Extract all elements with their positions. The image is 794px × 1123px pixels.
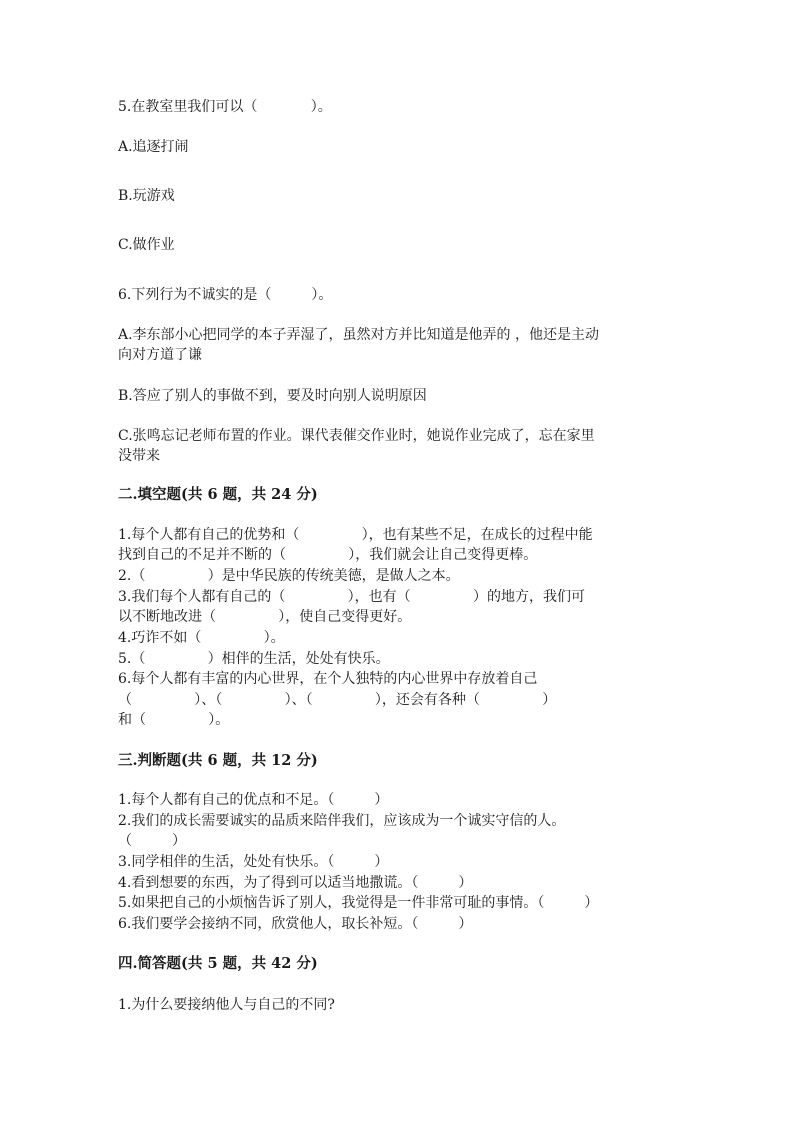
section2-line: 5.（ ）相伴的生活，处处有快乐。 xyxy=(118,651,390,667)
section2-line: 4.巧诈不如（ ）。 xyxy=(118,630,285,646)
q5-stem: 5.在教室里我们可以（ ）。 xyxy=(118,99,332,115)
q6-option-a-line2: 向对方道了谦 xyxy=(118,347,202,363)
section2-heading: 二.填空题(共 6 题，共 24 分) xyxy=(118,486,318,503)
section3-line: 4.看到想要的东西，为了得到可以适当地撒谎。（ ） xyxy=(118,875,473,891)
section3-line: （ ） xyxy=(118,833,187,849)
q5-option-c: C.做作业 xyxy=(118,237,175,253)
section4-heading: 四.简答题(共 5 题，共 42 分) xyxy=(118,955,318,972)
section2-line: 找到自己的不足并不断的（ ），我们就会让自己变得更棒。 xyxy=(118,547,538,563)
section3-line: 3.同学相伴的生活，处处有快乐。（ ） xyxy=(118,854,389,870)
section3-line: 5.如果把自己的小烦恼告诉了别人，我觉得是一件非常可耻的事情。（ ） xyxy=(118,895,599,911)
section2-line: 和（ ）。 xyxy=(118,712,230,728)
section3-line: 6.我们要学会接纳不同，欣赏他人，取长补短。（ ） xyxy=(118,916,473,932)
section2-line: 1.每个人都有自己的优势和（ ），也有某些不足，在成长的过程中能 xyxy=(118,527,593,543)
q6-option-a-line1: A.李东部小心把同学的本子弄湿了，虽然对方并比知道是他弄的 ，他还是主动 xyxy=(118,327,600,343)
section4-line: 1.为什么要接纳他人与自己的不同? xyxy=(118,997,335,1013)
q5-option-a: A.追逐打闹 xyxy=(118,139,189,155)
section3-line: 2.我们的成长需要诚实的品质来陪伴我们，应该成为一个诚实守信的人。 xyxy=(118,813,566,829)
q5-option-b: B.玩游戏 xyxy=(118,188,175,204)
section2-line: 2.（ ）是中华民族的传统美德，是做人之本。 xyxy=(118,568,460,584)
section2-line: 以不断地改进（ ），使自己变得更好。 xyxy=(118,609,412,625)
section3-line: 1.每个人都有自己的优点和不足。（ ） xyxy=(118,792,389,808)
q6-option-c-line2: 没带来 xyxy=(118,448,160,464)
q6-option-c-line1: C.张鸣忘记老师布置的作业。课代表催交作业时，她说作业完成了，忘在家里 xyxy=(118,428,595,444)
q6-option-b: B.答应了别人的事做不到，要及时向别人说明原因 xyxy=(118,388,427,404)
section3-heading: 三.判断题(共 6 题，共 12 分) xyxy=(118,752,318,769)
section2-line: 6.每个人都有丰富的内心世界，在个人独特的内心世界中存放着自己 xyxy=(118,671,538,687)
section2-line: （ ）、（ ）、（ ），还会有各种（ ） xyxy=(118,692,557,708)
q6-stem: 6.下列行为不诚实的是（ ）。 xyxy=(118,287,333,303)
section2-line: 3.我们每个人都有自己的（ ），也有（ ）的地方，我们可 xyxy=(118,589,585,605)
